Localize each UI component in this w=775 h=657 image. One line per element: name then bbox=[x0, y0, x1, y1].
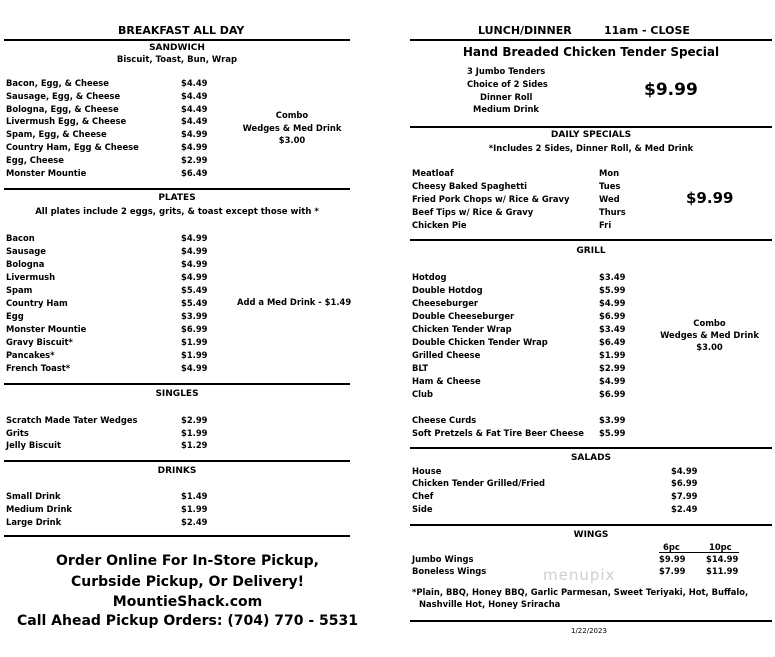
item-price: $4.99 bbox=[181, 272, 208, 282]
item-price: $4.49 bbox=[181, 91, 208, 101]
list-item: Hotdog bbox=[412, 272, 447, 282]
divider bbox=[4, 460, 350, 462]
list-item: Country Ham bbox=[6, 298, 68, 308]
list-item: Grilled Cheese bbox=[412, 350, 481, 360]
item-price: $5.49 bbox=[181, 285, 208, 295]
special-price: $9.99 bbox=[644, 80, 698, 100]
list-item: Grits bbox=[6, 428, 29, 438]
item-day: Tues bbox=[599, 181, 621, 191]
breakfast-title: BREAKFAST ALL DAY bbox=[118, 24, 245, 37]
item-price: $4.99 bbox=[599, 298, 626, 308]
divider bbox=[4, 188, 350, 190]
daily-specials-price: $9.99 bbox=[686, 189, 734, 207]
sandwich-subtitle: Biscuit, Toast, Bun, Wrap bbox=[116, 55, 238, 65]
sandwich-title: SANDWICH bbox=[149, 43, 205, 53]
item-day: Fri bbox=[599, 220, 612, 230]
item-price: $3.99 bbox=[599, 415, 626, 425]
phone-number[interactable]: Call Ahead Pickup Orders: (704) 770 - 5531 bbox=[16, 613, 359, 629]
item-price: $2.49 bbox=[181, 517, 208, 527]
item-price: $2.99 bbox=[181, 415, 208, 425]
item-price: $2.99 bbox=[181, 155, 208, 165]
combo-label: Combo bbox=[275, 110, 309, 120]
list-item: Ham & Cheese bbox=[412, 376, 481, 386]
item-day: Mon bbox=[599, 168, 620, 178]
salads-title: SALADS bbox=[570, 453, 612, 463]
list-item: Pancakes* bbox=[6, 350, 55, 360]
lunch-hours: 11am - CLOSE bbox=[604, 24, 690, 37]
item-day: Wed bbox=[599, 194, 620, 204]
item-price: $5.49 bbox=[181, 298, 208, 308]
item-price: $7.99 bbox=[659, 566, 686, 576]
list-item: Cheeseburger bbox=[412, 298, 479, 308]
divider bbox=[410, 126, 772, 128]
menu-date: 1/22/2023 bbox=[571, 627, 607, 635]
item-price: $1.99 bbox=[599, 350, 626, 360]
wings-col-6pc: 6pc bbox=[663, 542, 680, 552]
item-price: $4.99 bbox=[181, 363, 208, 373]
wings-flavors: *Plain, BBQ, Honey BBQ, Garlic Parmesan, Sweet Teriyaki, Hot, Buffalo, bbox=[412, 587, 749, 597]
item-price: $4.99 bbox=[599, 376, 626, 386]
list-item: House bbox=[412, 466, 442, 476]
item-price: $1.99 bbox=[181, 350, 208, 360]
item-price: $7.99 bbox=[671, 491, 698, 501]
add-drink-note: Add a Med Drink - $1.49 bbox=[237, 297, 352, 307]
item-price: $4.49 bbox=[181, 104, 208, 114]
item-price: $4.99 bbox=[181, 246, 208, 256]
item-price: $3.99 bbox=[181, 311, 208, 321]
list-item: Monster Mountie bbox=[6, 324, 87, 334]
list-item: Large Drink bbox=[6, 517, 62, 527]
wings-col-10pc: 10pc bbox=[709, 542, 732, 552]
special-line: Medium Drink bbox=[473, 104, 539, 114]
item-price: $3.49 bbox=[599, 272, 626, 282]
item-price: $6.99 bbox=[599, 311, 626, 321]
item-price: $4.99 bbox=[181, 142, 208, 152]
item-price: $5.99 bbox=[599, 285, 626, 295]
promo-line-2: Curbside Pickup, Or Delivery! bbox=[71, 574, 304, 590]
list-item: Country Ham, Egg & Cheese bbox=[6, 142, 139, 152]
divider bbox=[410, 39, 772, 41]
list-item: Monster Mountie bbox=[6, 168, 87, 178]
item-price: $2.99 bbox=[599, 363, 626, 373]
list-item: Double Cheeseburger bbox=[412, 311, 515, 321]
list-item: Gravy Biscuit* bbox=[6, 337, 73, 347]
list-item: Bologna, Egg, & Cheese bbox=[6, 104, 119, 114]
divider bbox=[4, 383, 350, 385]
item-price: $1.29 bbox=[181, 440, 208, 450]
item-price: $4.99 bbox=[181, 129, 208, 139]
list-item: Chicken Pie bbox=[412, 220, 467, 230]
list-item: Club bbox=[412, 389, 433, 399]
list-item: Spam bbox=[6, 285, 33, 295]
list-item: Bacon, Egg, & Cheese bbox=[6, 78, 109, 88]
item-price: $9.99 bbox=[659, 554, 686, 564]
divider bbox=[659, 552, 739, 553]
list-item: Scratch Made Tater Wedges bbox=[6, 415, 138, 425]
drinks-title: DRINKS bbox=[157, 466, 197, 476]
grill-title: GRILL bbox=[576, 246, 606, 256]
item-price: $14.99 bbox=[706, 554, 739, 564]
list-item: Livermush bbox=[6, 272, 56, 282]
divider bbox=[410, 620, 772, 622]
item-price: $6.49 bbox=[181, 168, 208, 178]
list-item: Fried Pork Chops w/ Rice & Gravy bbox=[412, 194, 570, 204]
list-item: Egg, Cheese bbox=[6, 155, 64, 165]
list-item: Spam, Egg, & Cheese bbox=[6, 129, 107, 139]
item-price: $2.49 bbox=[671, 504, 698, 514]
divider bbox=[410, 524, 772, 526]
item-price: $6.49 bbox=[599, 337, 626, 347]
item-price: $6.99 bbox=[181, 324, 208, 334]
daily-specials-subtitle: *Includes 2 Sides, Dinner Roll, & Med Drink bbox=[488, 143, 694, 153]
list-item: Double Chicken Tender Wrap bbox=[412, 337, 548, 347]
item-price: $4.99 bbox=[181, 259, 208, 269]
watermark: menupix bbox=[543, 566, 616, 584]
list-item: Jumbo Wings bbox=[412, 554, 474, 564]
list-item: Small Drink bbox=[6, 491, 61, 501]
list-item: Chicken Tender Wrap bbox=[412, 324, 512, 334]
list-item: Livermush Egg, & Cheese bbox=[6, 116, 127, 126]
combo-desc: Wedges & Med Drink bbox=[660, 330, 759, 340]
list-item: Meatloaf bbox=[412, 168, 454, 178]
list-item: Jelly Biscuit bbox=[6, 440, 61, 450]
website-link[interactable]: MountieShack.com bbox=[112, 594, 263, 610]
list-item: Boneless Wings bbox=[412, 566, 487, 576]
item-price: $1.99 bbox=[181, 337, 208, 347]
item-price: $1.99 bbox=[181, 504, 208, 514]
plates-subtitle: All plates include 2 eggs, grits, & toast except those with * bbox=[35, 207, 319, 217]
item-price: $5.99 bbox=[599, 428, 626, 438]
list-item: Medium Drink bbox=[6, 504, 72, 514]
item-price: $11.99 bbox=[706, 566, 739, 576]
list-item: Soft Pretzels & Fat Tire Beer Cheese bbox=[412, 428, 584, 438]
item-price: $4.99 bbox=[671, 466, 698, 476]
divider bbox=[410, 447, 772, 449]
combo-desc: Wedges & Med Drink bbox=[242, 123, 342, 133]
list-item: Side bbox=[412, 504, 433, 514]
combo-price: $3.00 bbox=[278, 135, 306, 145]
item-day: Thurs bbox=[599, 207, 626, 217]
wings-title: WINGS bbox=[573, 530, 609, 540]
special-line: 3 Jumbo Tenders bbox=[467, 66, 546, 76]
list-item: Chef bbox=[412, 491, 434, 501]
list-item: Egg bbox=[6, 311, 24, 321]
daily-specials-title: DAILY SPECIALS bbox=[550, 130, 632, 140]
item-price: $4.99 bbox=[181, 233, 208, 243]
list-item: BLT bbox=[412, 363, 429, 373]
divider bbox=[4, 535, 350, 537]
list-item: Chicken Tender Grilled/Fried bbox=[412, 478, 546, 488]
combo-price: $3.00 bbox=[696, 342, 723, 352]
special-line: Choice of 2 Sides bbox=[467, 79, 548, 89]
list-item: Cheese Curds bbox=[412, 415, 477, 425]
list-item: French Toast* bbox=[6, 363, 71, 373]
plates-title: PLATES bbox=[158, 193, 196, 203]
list-item: Cheesy Baked Spaghetti bbox=[412, 181, 527, 191]
list-item: Sausage bbox=[6, 246, 46, 256]
list-item: Sausage, Egg, & Cheese bbox=[6, 91, 121, 101]
item-price: $6.99 bbox=[599, 389, 626, 399]
combo-label: Combo bbox=[693, 318, 726, 328]
lunch-title: LUNCH/DINNER bbox=[478, 24, 572, 37]
list-item: Bacon bbox=[6, 233, 35, 243]
list-item: Bologna bbox=[6, 259, 45, 269]
singles-title: SINGLES bbox=[155, 389, 199, 399]
item-price: $6.99 bbox=[671, 478, 698, 488]
special-line: Dinner Roll bbox=[480, 92, 533, 102]
promo-line-1: Order Online For In-Store Pickup, bbox=[56, 553, 319, 569]
item-price: $4.49 bbox=[181, 116, 208, 126]
special-title: Hand Breaded Chicken Tender Special bbox=[462, 45, 720, 59]
wings-flavors: Nashville Hot, Honey Sriracha bbox=[419, 599, 561, 609]
divider bbox=[4, 39, 350, 41]
item-price: $1.99 bbox=[181, 428, 208, 438]
item-price: $1.49 bbox=[181, 491, 208, 501]
item-price: $4.49 bbox=[181, 78, 208, 88]
divider bbox=[410, 239, 772, 241]
list-item: Double Hotdog bbox=[412, 285, 483, 295]
list-item: Beef Tips w/ Rice & Gravy bbox=[412, 207, 534, 217]
item-price: $3.49 bbox=[599, 324, 626, 334]
